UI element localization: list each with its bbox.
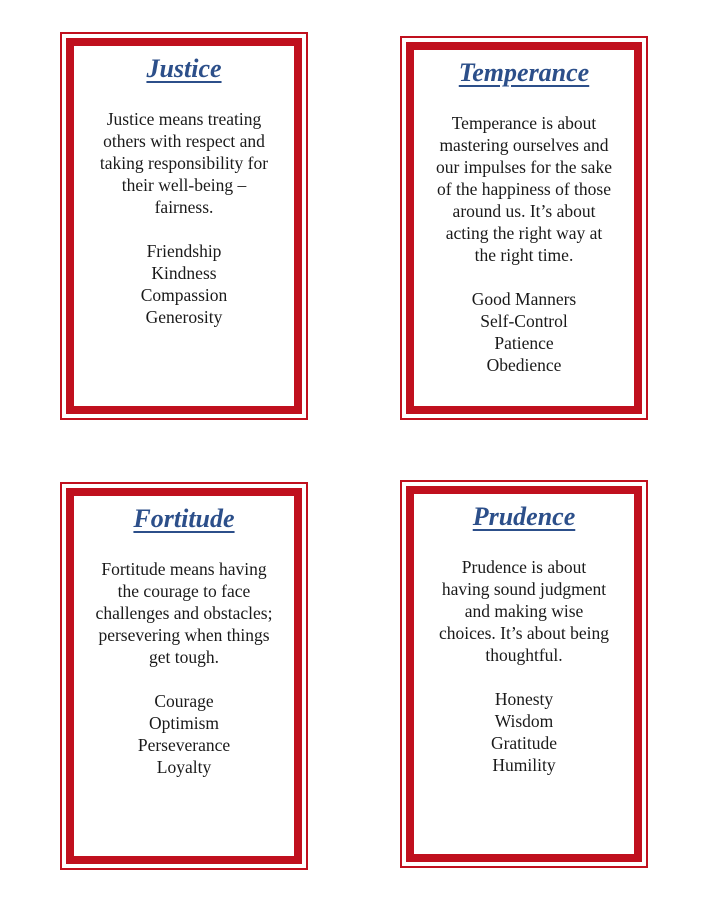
description-line: Prudence is about — [461, 557, 587, 577]
trait-list — [414, 688, 634, 776]
card-frame — [66, 38, 302, 414]
trait-item: Optimism — [148, 713, 219, 733]
card-description — [422, 556, 626, 666]
description-line: acting the right way at — [445, 223, 603, 243]
card-temperance — [400, 36, 648, 420]
trait-list — [414, 288, 634, 376]
description-line: our impulses for the sake — [436, 157, 612, 177]
description-line: get tough. — [149, 647, 219, 667]
description-line: choices. It’s about being — [438, 623, 610, 643]
trait-item: Loyalty — [156, 757, 212, 777]
description-line: thoughtful. — [485, 645, 563, 665]
card-title: Prudence — [472, 502, 576, 531]
description-line: Fortitude means having — [101, 559, 267, 579]
card-frame — [406, 42, 642, 414]
card-fortitude — [60, 482, 308, 870]
trait-list — [74, 690, 294, 778]
trait-item: Obedience — [486, 355, 562, 375]
description-line: challenges and obstacles; — [95, 603, 273, 623]
trait-item: Courage — [154, 691, 214, 711]
trait-item: Patience — [494, 333, 554, 353]
description-line: Temperance is about — [451, 113, 597, 133]
card-prudence — [400, 480, 648, 868]
trait-item: Honesty — [494, 689, 554, 709]
description-line: the right time. — [474, 245, 574, 265]
description-line: the courage to face — [117, 581, 251, 601]
trait-item: Perseverance — [137, 735, 231, 755]
description-line: others with respect and — [103, 131, 265, 151]
trait-item: Self-Control — [480, 311, 568, 331]
trait-item: Friendship — [146, 241, 222, 261]
card-title: Fortitude — [133, 504, 235, 533]
card-frame — [66, 488, 302, 864]
trait-list — [74, 240, 294, 328]
trait-item: Wisdom — [494, 711, 554, 731]
description-line: having sound judgment — [441, 579, 607, 599]
trait-item: Humility — [492, 755, 556, 775]
description-line: persevering when things — [98, 625, 270, 645]
trait-item: Good Manners — [471, 289, 577, 309]
card-description — [82, 558, 286, 668]
card-frame — [406, 486, 642, 862]
description-line: around us. It’s about — [452, 201, 596, 221]
description-line: fairness. — [154, 197, 214, 217]
description-line: Justice means treating — [106, 109, 262, 129]
card-justice — [60, 32, 308, 420]
description-line: their well-being – — [121, 175, 247, 195]
trait-item: Compassion — [140, 285, 228, 305]
trait-item: Generosity — [145, 307, 223, 327]
trait-item: Kindness — [151, 263, 217, 283]
card-description — [422, 112, 626, 266]
card-description — [82, 108, 286, 218]
description-line: taking responsibility for — [99, 153, 269, 173]
description-line: of the happiness of those — [437, 179, 611, 199]
description-line: mastering ourselves and — [439, 135, 609, 155]
description-line: and making wise — [464, 601, 584, 621]
card-title: Temperance — [458, 58, 590, 87]
card-title: Justice — [146, 54, 222, 83]
trait-item: Gratitude — [490, 733, 558, 753]
